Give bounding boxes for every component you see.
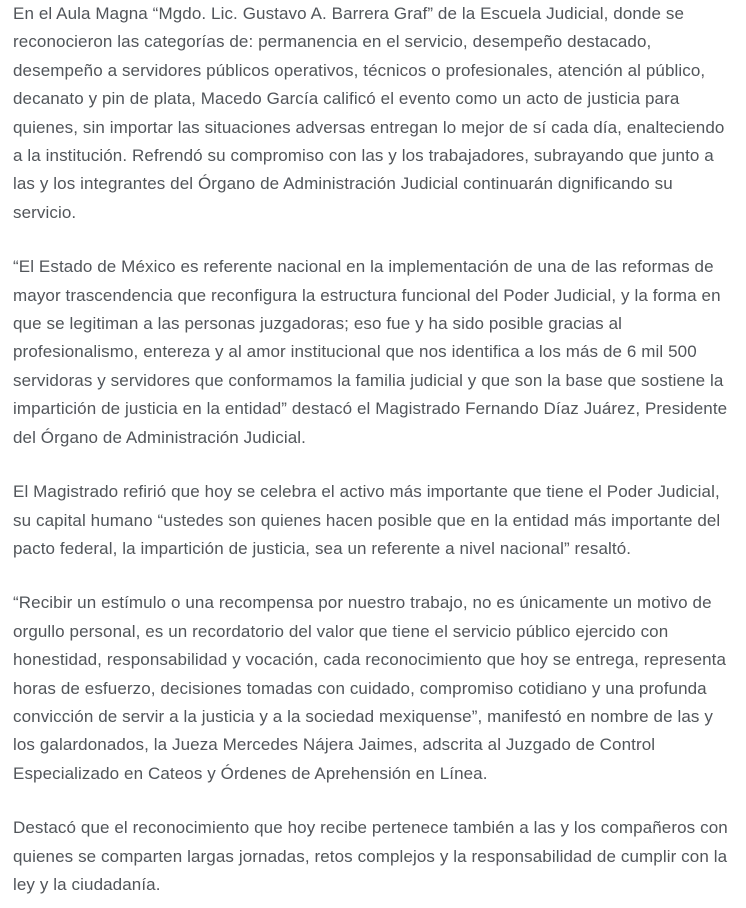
article-paragraph: “Recibir un estímulo o una recompensa por nuestro trabajo, no es únicamente un motivo de orgullo personal, es un recordatorio del valor que tiene el servicio público ejercido con honestidad, responsabilidad y vocación, cada reconocimiento que hoy se entrega, representa horas de esfuerzo, decisiones tomadas con cuidado, compromiso cotidiano y una profunda convicción de servir a la justicia y a la sociedad mexiquense”, manifestó en nombre de las y los galardonados, la Jueza Mercedes Nájera Jaimes, adscrita al Juzgado de Control Especializado en Cateos y Órdenes de Aprehensión en Línea. — [13, 593, 727, 783]
article-paragraph: En el Aula Magna “Mgdo. Lic. Gustavo A. Barrera Graf” de la Escuela Judicial, donde se reconocieron las categorías de: permanencia en el servicio, desempeño destacado, desempeño a servidores públicos operativos, técnicos o profesionales, atención al público, decanato y pin de plata, Macedo García calificó el evento como un acto de justicia para quienes, sin importar las situaciones adversas entregan lo mejor de sí cada día, enalteciendo a la institución. Refrendó su compromiso con las y los trabajadores, subrayando que junto a las y los integrantes del Órgano de Administración Judicial continuarán dignificando su servicio. — [13, 4, 725, 222]
article-paragraph: Destacó que el reconocimiento que hoy recibe pertenece también a las y los compañeros con quienes se comparten largas jornadas, retos complejos y la responsabilidad de cumplir con la ley y la ciudadanía. — [13, 818, 728, 894]
article-paragraph: El Magistrado refirió que hoy se celebra el activo más importante que tiene el Poder Judicial, su capital humano “ustedes son quienes hacen posible que en la entidad más importante del pacto federal, la impartición de justicia, sea un referente a nivel nacional” resaltó. — [13, 482, 721, 558]
article-paragraph: “El Estado de México es referente nacional en la implementación de una de las reformas de mayor trascendencia que reconfigura la estructura funcional del Poder Judicial, y la forma en que se legitiman a las personas juzgadoras; eso fue y ha sido posible gracias al profesionalismo, entereza y al amor institucional que nos identifica a los más de 6 mil 500 servidoras y servidores que conformamos la familia judicial y que son la base que sostiene la impartición de justicia en la entidad” destacó el Magistrado Fernando Díaz Juárez, Presidente del Órgano de Administración Judicial. — [13, 257, 728, 447]
